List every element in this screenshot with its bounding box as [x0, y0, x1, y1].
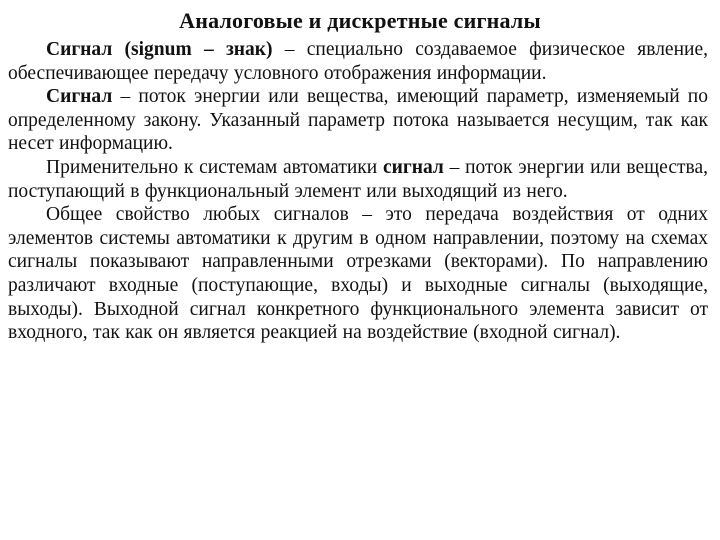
term-signal-signum: Сигнал (signum – знак) [46, 39, 273, 60]
paragraph-automation-signal [8, 156, 708, 203]
paragraph-text: Общее свойство любых сигналов – это передача воздействия от одних элементов системы автоматики к другим в одном направлении, поэтому на схемах сигналы показывают направленными отрезками (векторами). По направлению различают входные (поступающие, входы) и выходные сигналы (выходящие, выходы). Выходной сигнал конкретного функционального элемента зависит от входного, так как он является реакцией на воздействие (входной сигнал). [8, 204, 708, 344]
slide-title: Аналоговые и дискретные сигналы [179, 8, 541, 33]
term-signal: Сигнал [46, 86, 113, 108]
slide-body [8, 38, 708, 345]
paragraph-text: – специально создаваемое физическое явление, обеспечивающее передачу условного отображения информации. [8, 39, 708, 84]
paragraph-signal-definition [8, 38, 708, 85]
paragraph-signal-properties [8, 203, 708, 345]
paragraph-text-before: Применительно к системам автоматики [46, 156, 383, 178]
paragraph-text: – поток энергии или вещества, имеющий параметр, изменяемый по определенному закону. Указанный параметр потока называется несущим, так как несет информацию. [8, 86, 708, 155]
paragraph-signal-flow [8, 85, 708, 156]
term-signal-inline: сигнал [382, 156, 444, 178]
paragraph-text: – поток энергии или вещества, поступающий в функциональный элемент или выходящий из него. [8, 156, 708, 202]
